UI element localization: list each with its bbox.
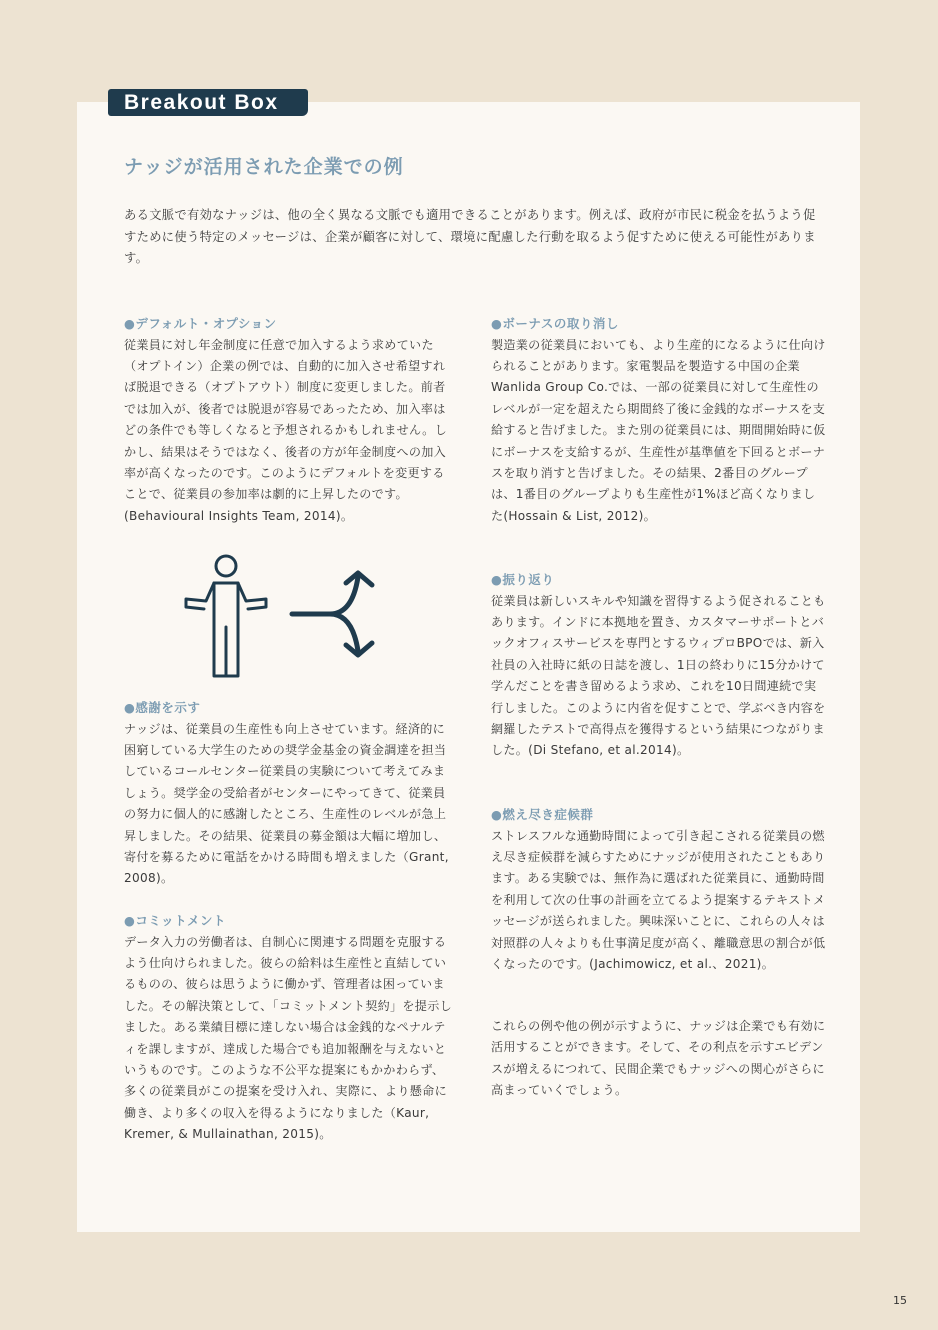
gratitude-section bbox=[124, 697, 454, 890]
default-option-body: 従業員に対し年金制度に任意で加入するよう求めていた（オプトイン）企業の例では、自動的に加入させ希望すれば脱退できる（オプトアウト）制度に変更しました。前者では加入が、後者では脱退が容易であったため、加入率はどの条件でも等しくなると予想されるかもしれません。しかし、結果はそうではなく、後者の方が年金制度への加入率が高くなったのです。このようにデフォルトを変更することで、従業員の参加率は劇的に上昇したのです。(Behavioural Insights Team, 2014)。 bbox=[124, 337, 447, 523]
bonus-title: ●ボーナスの取り消し bbox=[491, 316, 619, 331]
reflection-body: 従業員は新しいスキルや知識を習得するよう促されることもあります。インドに本拠地を置き、カスタマーサポートとバックオフィスサービスを専門とするウィプロBPOでは、新入社員の入社時に紙の日誌を渡し、1日の終わりに15分かけて学んだことを書き留めるよう求め、これを10日間連続で実行しました。このように内省を促すことで、学ぶべき内容を網羅したテストで高得点を獲得するという結果につながりました。(Di Stefano, et al.2014)。 bbox=[491, 593, 826, 758]
commitment-section bbox=[124, 910, 454, 1146]
person-shrug-icon bbox=[186, 556, 266, 676]
gratitude-body: ナッジは、従業員の生産性も向上させています。経済的に困窮している大学生のための奨学金基金の資金調達を担当しているコールセンター従業員の実験について考えてみましょう。奨学金の受給者がセンターにやってきて、従業員の努力に個人的に感謝したところ、生産性のレベルが急上昇しました。その結果、従業員の募金額は大幅に増加し、寄付を募るために電話をかける時間も増えました（Grant, 2008)。 bbox=[124, 721, 449, 886]
default-option-title: ●デフォルト・オプション bbox=[124, 316, 277, 331]
breakout-tag: Breakout Box bbox=[108, 89, 308, 116]
burnout-section bbox=[491, 804, 826, 975]
default-option-section bbox=[124, 313, 454, 527]
commitment-body: データ入力の労働者は、自制心に関連する問題を克服するよう仕向けられました。彼らの給料は生産性と直結しているものの、彼らは思うように働かず、管理者は困っていました。その解決策として、「コミットメント契約」を提示しました。ある業績目標に達しない場合は金銭的なペナルティを課しますが、達成した場合でも追加報酬を与えないというものです。このような不公平な提案にもかかわらず、多くの従業員がこの提案を受け入れ、実際に、より懸命に働き、より多くの収入を得るようになりました（Kaur, Kremer, & Mullainathan, 2015)。 bbox=[124, 934, 452, 1142]
page-number: 15 bbox=[893, 1294, 907, 1307]
burnout-title: ●燃え尽き症候群 bbox=[491, 807, 594, 822]
nudge-illustration bbox=[180, 553, 380, 683]
intro-paragraph: ある文脈で有効なナッジは、他の全く異なる文脈でも適用できることがあります。例えば、政府が市民に税金を払うよう促すために使う特定のメッセージは、企業が顧客に対して、環境に配慮した行動を取るよう促すために使える可能性があります。 bbox=[124, 208, 816, 265]
gratitude-title: ●感謝を示す bbox=[124, 700, 201, 715]
conclusion-body: これらの例や他の例が示すように、ナッジは企業でも有効に活用することができます。そして、その利点を示すエビデンスが増えるにつれて、民間企業でもナッジへの関心がさらに高まっていくでしょう。 bbox=[491, 1019, 826, 1098]
commitment-title: ●コミットメント bbox=[124, 913, 227, 928]
section-heading: ナッジが活用された企業での例 bbox=[124, 156, 404, 178]
bonus-body: 製造業の従業員においても、より生産的になるように仕向けられることがあります。家電製品を製造する中国の企業Wanlida Group Co.では、一部の従業員に対して生産性のレベルが一定を超えたら期間終了後に金銭的なボーナスを支給すると告げました。また別の従業員には、期間開始時に仮にボーナスを支給するが、生産性が基準値を下回るとボーナスを取り消すと告げました。その結果、2番目のグループは、1番目のグループよりも生産性が1%ほど高くなりました(Hossain & List, 2012)。 bbox=[491, 337, 826, 523]
burnout-body: ストレスフルな通勤時間によって引き起こされる従業員の燃え尽き症候群を減らすためにナッジが使用されたこともあります。ある実験では、無作為に選ばれた従業員に、通勤時間を利用して次の仕事の計画を立てるよう提案するテキストメッセージが送られました。興味深いことに、これらの人々は対照群の人々よりも仕事満足度が高く、離職意思の割合が低くなったのです。(Jachimowicz, et al.、2021)。 bbox=[491, 828, 826, 971]
bonus-section bbox=[491, 313, 826, 527]
conclusion-section bbox=[491, 1016, 826, 1102]
reflection-section bbox=[491, 569, 826, 762]
reflection-title: ●振り返り bbox=[491, 572, 555, 587]
split-arrow-icon bbox=[292, 573, 372, 655]
